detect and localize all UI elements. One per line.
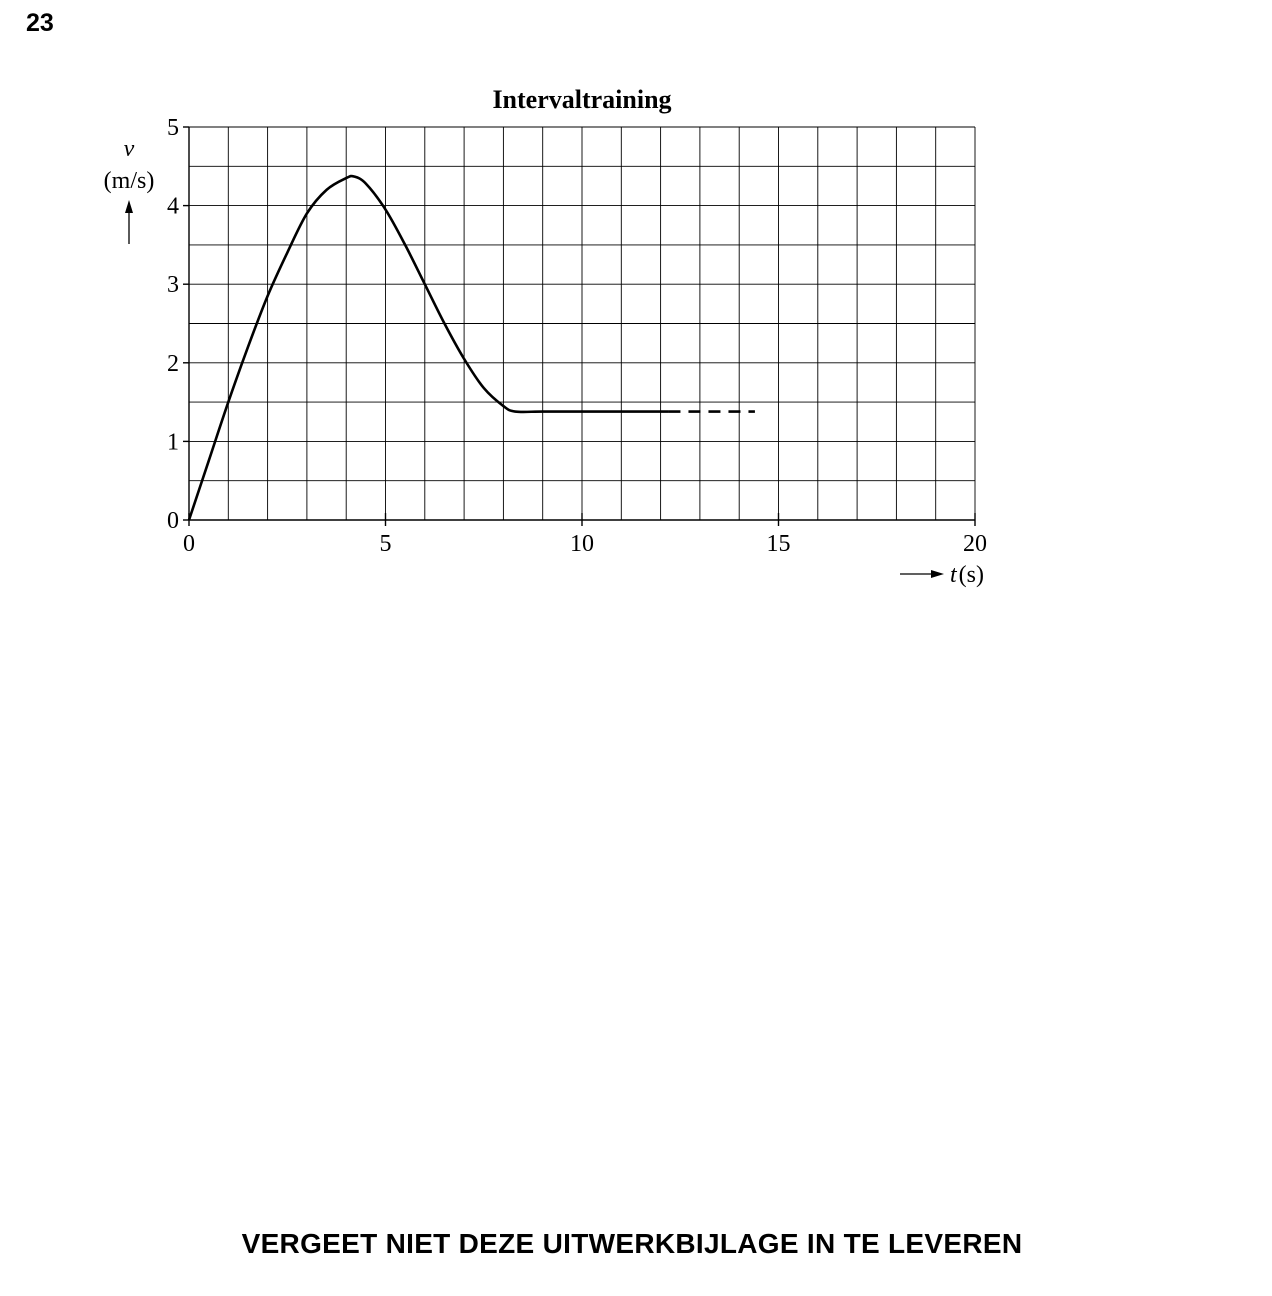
y-tick-label: 2 [167,350,179,377]
axis-ticks [183,127,975,526]
grid [189,127,975,520]
x-tick-label: 15 [766,531,791,557]
x-axis-arrow [900,570,944,578]
x-tick-label: 5 [379,531,392,557]
series-line-solid [189,176,668,520]
y-tick-label: 4 [167,193,179,220]
y-axis-label-symbol: v [123,136,135,162]
footer-note: VERGEET NIET DEZE UITWERKBIJLAGE IN TE LEVEREN [241,1228,1023,1259]
y-tick-label: 5 [167,115,179,141]
y-tick-label: 3 [167,272,179,299]
x-tick-label: 20 [963,531,987,557]
y-tick-label: 1 [167,429,179,456]
chart [0,0,1272,640]
x-axis-label-symbol: t [950,562,957,588]
x-axis-label-unit: (s) [958,562,984,588]
x-axis-label [950,562,984,588]
y-tick-label: 0 [167,508,179,534]
series-lines [189,176,755,520]
chart-title: Intervaltraining [492,85,672,114]
y-axis-label-unit: (m/s) [103,168,155,194]
y-axis-arrow [125,200,133,244]
x-tick-label: 10 [570,531,594,557]
question-number: 23 [26,9,54,37]
tick-labels [167,115,987,557]
x-tick-label: 0 [183,531,195,557]
